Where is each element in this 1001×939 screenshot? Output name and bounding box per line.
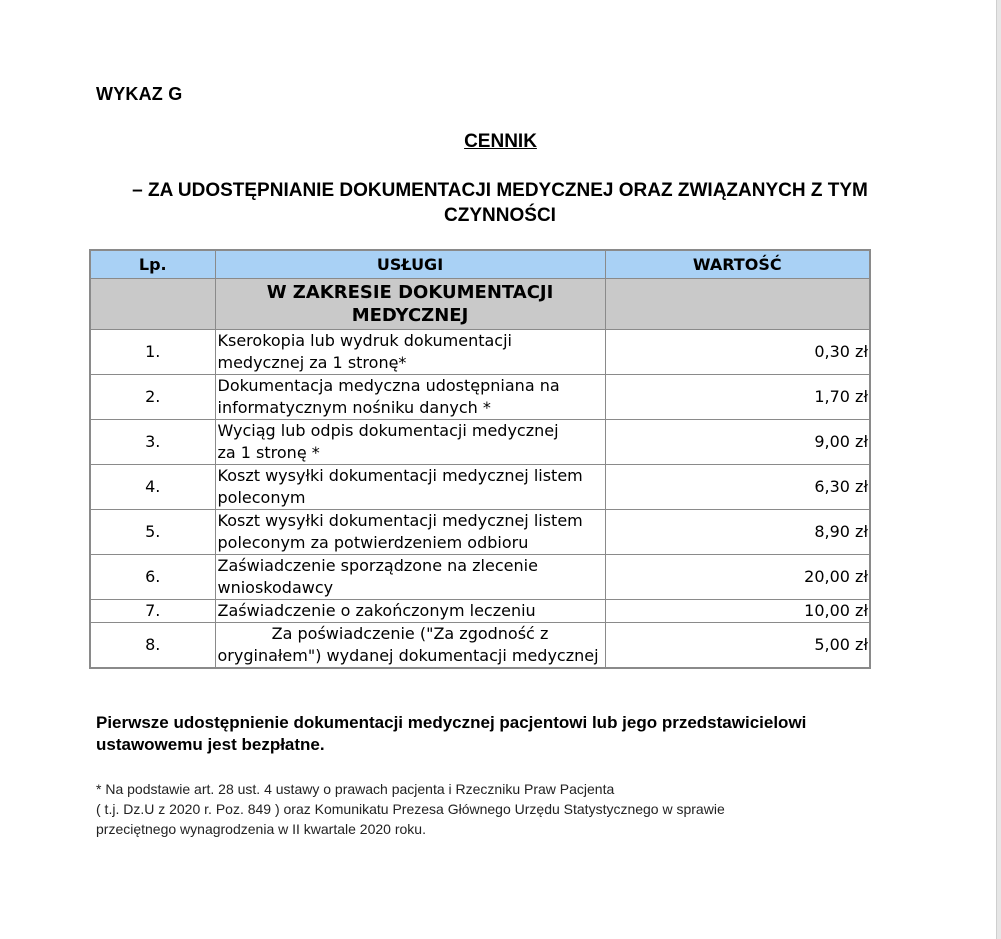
service-line: Kserokopia lub wydruk dokumentacji	[217, 331, 512, 350]
section-title-line: W ZAKRESIE DOKUMENTACJI	[266, 282, 554, 303]
row-service	[215, 375, 605, 420]
row-service	[215, 510, 605, 555]
row-number: 4.	[90, 465, 215, 510]
row-number: 3.	[90, 420, 215, 465]
row-number: 5.	[90, 510, 215, 555]
section-title-line: MEDYCZNEJ	[351, 305, 469, 326]
note-line: ustawowemu jest bezpłatne.	[96, 735, 325, 754]
service-line: Zaświadczenie sporządzone na zlecenie	[217, 556, 538, 575]
section-empty-cell	[90, 279, 215, 330]
section-title	[215, 279, 605, 330]
service-line: Zaświadczenie o zakończonym leczeniu	[217, 601, 536, 620]
page-subtitle	[80, 178, 920, 228]
table-row	[90, 600, 870, 623]
row-value: 0,30 zł	[605, 330, 870, 375]
row-value: 9,00 zł	[605, 420, 870, 465]
note-line: Pierwsze udostępnienie dokumentacji medycznej pacjentowi lub jego przedstawicielowi	[96, 713, 807, 732]
section-empty-cell	[605, 279, 870, 330]
footnote-line: ( t.j. Dz.U z 2020 r. Poz. 849 ) oraz Komunikatu Prezesa Głównego Urzędu Statystycznego w sprawie	[96, 801, 725, 817]
row-service	[215, 555, 605, 600]
row-value: 10,00 zł	[605, 600, 870, 623]
page-title: CENNIK	[464, 131, 537, 152]
subtitle-line: CZYNNOŚCI	[444, 205, 556, 226]
free-access-note	[96, 712, 896, 756]
header-lp: Lp.	[90, 250, 215, 279]
table-row	[90, 375, 870, 420]
price-table	[89, 249, 871, 669]
table-row	[90, 623, 870, 669]
service-line: wnioskodawcy	[217, 578, 334, 597]
service-line: informatycznym nośniku danych *	[217, 398, 491, 417]
table-row	[90, 465, 870, 510]
footnote-line: * Na podstawie art. 28 ust. 4 ustawy o prawach pacjenta i Rzeczniku Praw Pacjenta	[96, 781, 615, 797]
table-row	[90, 420, 870, 465]
table-header-row	[90, 250, 870, 279]
service-line: Koszt wysyłki dokumentacji medycznej listem	[217, 511, 583, 530]
table-row	[90, 555, 870, 600]
row-service	[215, 465, 605, 510]
service-line: poleconym za potwierdzeniem odbioru	[217, 533, 529, 552]
table-row	[90, 330, 870, 375]
row-service	[215, 623, 605, 669]
footnote-line: przeciętnego wynagrodzenia w II kwartale 2020 roku.	[96, 821, 426, 837]
subtitle-line: – ZA UDOSTĘPNIANIE DOKUMENTACJI MEDYCZNEJ ORAZ ZWIĄZANYCH Z TYM	[132, 180, 868, 201]
service-line: Za poświadczenie ("Za zgodność z	[271, 624, 549, 643]
service-line: poleconym	[217, 488, 306, 507]
header-service: USŁUGI	[215, 250, 605, 279]
row-value: 1,70 zł	[605, 375, 870, 420]
row-value: 5,00 zł	[605, 623, 870, 669]
row-number: 1.	[90, 330, 215, 375]
row-value: 6,30 zł	[605, 465, 870, 510]
legal-footnote	[96, 779, 896, 839]
document-header-label: WYKAZ G	[96, 84, 183, 104]
row-service	[215, 330, 605, 375]
service-line: za 1 stronę *	[217, 443, 320, 462]
row-number: 6.	[90, 555, 215, 600]
header-value: WARTOŚĆ	[605, 250, 870, 279]
service-line: Koszt wysyłki dokumentacji medycznej listem	[217, 466, 583, 485]
row-number: 8.	[90, 623, 215, 669]
row-number: 2.	[90, 375, 215, 420]
service-line: Wyciąg lub odpis dokumentacji medycznej	[217, 421, 559, 440]
row-value: 8,90 zł	[605, 510, 870, 555]
service-line: Dokumentacja medyczna udostępniana na	[217, 376, 560, 395]
table-row	[90, 510, 870, 555]
row-service	[215, 420, 605, 465]
service-line: oryginałem") wydanej dokumentacji medycznej	[217, 646, 599, 665]
row-value: 20,00 zł	[605, 555, 870, 600]
section-row	[90, 279, 870, 330]
row-number: 7.	[90, 600, 215, 623]
service-line: medycznej za 1 stronę*	[217, 353, 407, 372]
row-service	[215, 600, 605, 623]
